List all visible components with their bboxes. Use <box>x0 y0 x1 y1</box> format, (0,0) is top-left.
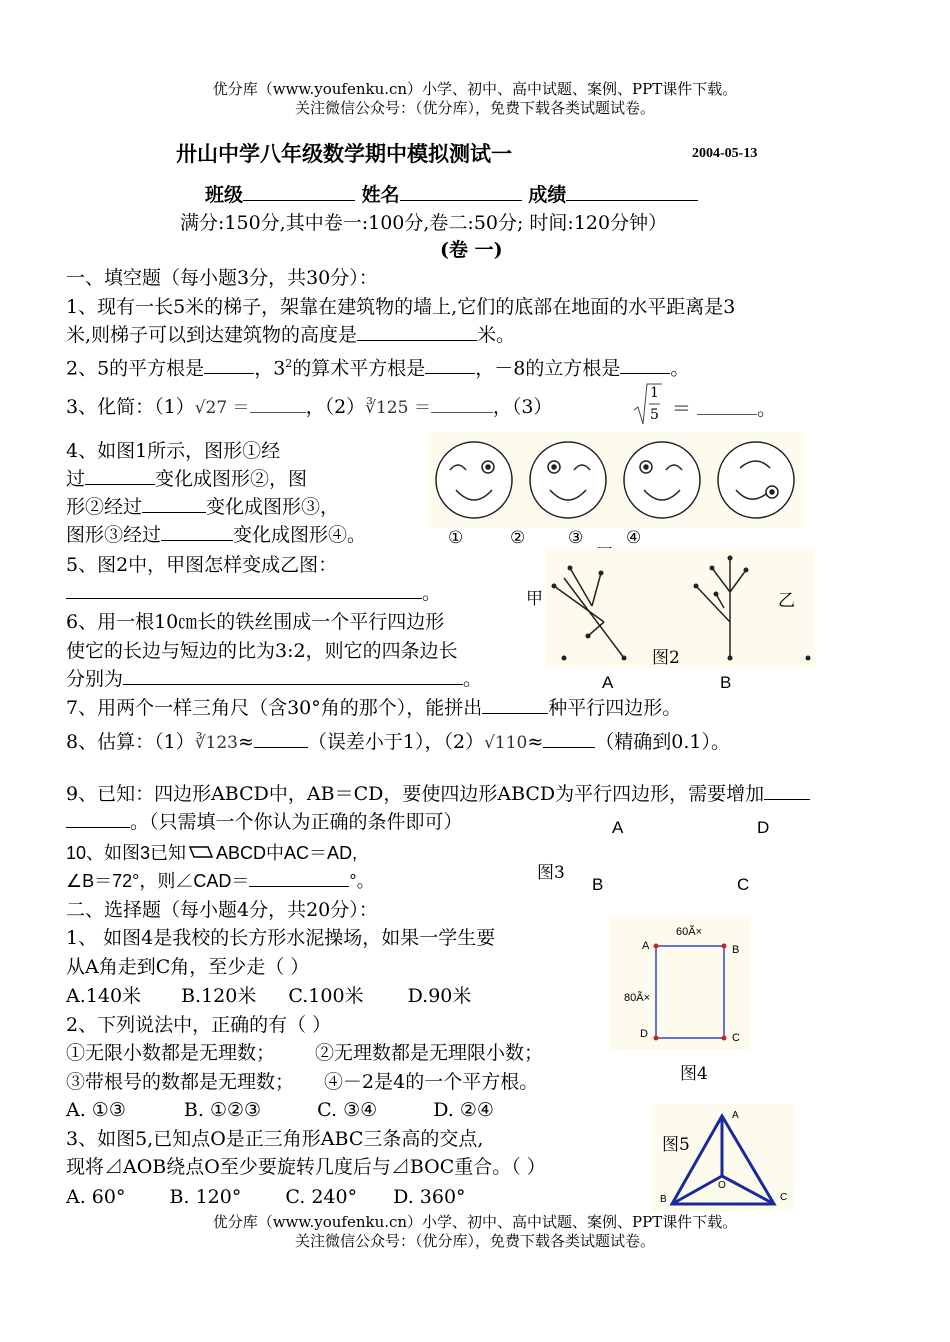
q6-line2: 使它的长边与短边的比为3:2，则它的四条边长 <box>66 640 458 662</box>
tree-jia-icon <box>554 568 624 658</box>
q2-line <box>66 351 689 381</box>
fig5-label-o: O <box>718 1180 726 1191</box>
figure-2 <box>546 548 814 668</box>
header-line-2: 关注微信公众号：（优分库），免费下载各类试题试卷。 <box>294 99 655 117</box>
q6-end: 。 <box>463 668 483 690</box>
fig4-label-d: D <box>640 1028 648 1040</box>
q4-blank-1[interactable] <box>85 466 155 485</box>
header-line-1: 优分库（www.youfenku.cn）小学、初中、高中试题、案例、PPT课件下载。 <box>212 80 738 98</box>
fig1-label-4: ④ <box>626 528 642 548</box>
fig4-label-c: C <box>732 1032 740 1044</box>
q5-blank[interactable] <box>66 580 422 599</box>
face-2-icon <box>530 442 606 518</box>
c3-line2: 现将⊿AOB绕点O至少要旋转几度后与⊿BOC重合。（ ） <box>66 1156 546 1178</box>
score-line: 满分:150分,其中卷一:100分,卷二:50分; 时间:120分钟） <box>180 212 668 234</box>
fraction-denominator: 5 <box>650 407 659 423</box>
c2-statement-4: ④－2是4的一个平方根。 <box>324 1071 539 1093</box>
q3-blank-1[interactable] <box>250 394 306 413</box>
q1-text: 米,则梯子可以到达建筑物的高度是 <box>66 324 358 346</box>
fig5-caption: 图5 <box>662 1135 690 1155</box>
name-label: 姓名 <box>361 184 400 206</box>
q1-unit: 米。 <box>477 324 516 346</box>
q4-line3 <box>66 494 339 520</box>
info-line <box>205 180 698 207</box>
q3-sqrt-fraction <box>632 380 662 426</box>
fig3-label-a: A <box>612 818 624 837</box>
q10-text-3: ∠B＝72°，则∠CAD＝ <box>66 871 250 891</box>
q4-blank-2[interactable] <box>142 494 206 513</box>
q8-text-2: （误差小于1），（2） <box>307 731 485 753</box>
figure-4 <box>610 916 750 1050</box>
score-label: 成绩 <box>528 184 567 206</box>
footer-line-2: 关注微信公众号：（优分库），免费下载各类试题试卷。 <box>294 1232 655 1250</box>
q7-text-1: 7、用两个一样三角尺（含30°角的那个），能拼出 <box>66 697 483 719</box>
fig1-label-1: ① <box>448 528 464 548</box>
c2-options <box>66 1097 494 1123</box>
volume-title: (卷 一) <box>440 239 503 261</box>
exam-date: 2004-05-13 <box>692 146 758 161</box>
q5-end: 。 <box>422 582 442 604</box>
c2-option-d[interactable]: D. ②④ <box>433 1099 494 1121</box>
q4-text-4: 变化成图形③， <box>206 496 340 518</box>
page-title: 卅山中学八年级数学期中模拟测试一 <box>176 142 512 166</box>
c1-line2: 从A角走到C角，至少走（ ） <box>66 956 310 978</box>
q7-line <box>66 695 681 721</box>
figure-5 <box>652 1104 794 1212</box>
parallelogram-icon <box>188 845 214 859</box>
fig4-caption: 图4 <box>680 1064 708 1084</box>
c1-line1: 1、 如图4是我校的长方形水泥操场，如果一学生要 <box>66 927 496 949</box>
q9-text-1: 9、已知：四边形ABCD中，AB＝CD，要使四边形ABCD为平行四边形，需要增加 <box>66 783 765 805</box>
q5-line2 <box>66 580 441 606</box>
q2-text-3: 的算术平方根是 <box>292 357 426 380</box>
q1-line2 <box>66 322 515 348</box>
c3-option-d[interactable]: D. 360° <box>393 1186 466 1208</box>
c3-line1: 3、如图5,已知点O是正三角形ABC三条高的交点, <box>66 1128 484 1150</box>
q10-blank[interactable] <box>249 868 349 887</box>
section1-heading: 一、填空题（每小题3分，共30分）： <box>66 267 378 289</box>
q8-expr-2: √110 <box>484 733 528 753</box>
fig3-caption: 图3 <box>537 863 565 883</box>
c1-option-c[interactable]: C.100米 <box>288 985 364 1007</box>
c2-statement-1: ①无限小数都是无理数； <box>66 1042 276 1064</box>
q3-tail <box>672 394 776 421</box>
q6-blank[interactable] <box>123 666 463 685</box>
c2-option-a[interactable]: A. ①③ <box>66 1099 126 1121</box>
face-1-icon <box>436 442 512 518</box>
fraction-numerator: 1 <box>650 385 659 401</box>
q3-text-3: ，（3） <box>492 396 553 418</box>
q3-equals: ＝ <box>672 398 692 420</box>
score-field[interactable] <box>566 182 698 201</box>
trees-illustration <box>546 548 814 668</box>
q2-text-4: ，－8的立方根是 <box>475 357 621 380</box>
fig4-label-a: A <box>642 940 650 952</box>
fig5-label-b: B <box>660 1194 667 1205</box>
q9-line1 <box>66 781 810 807</box>
fig2-caption: 图2 <box>652 648 680 668</box>
c1-options <box>66 983 471 1009</box>
c2-statement-2: ②无理数都是无理限小数； <box>315 1042 544 1064</box>
q9-line2 <box>66 809 463 835</box>
fig3-label-c: C <box>737 875 750 894</box>
fig2-label-a: A <box>602 673 614 692</box>
q3-blank-3[interactable] <box>697 396 757 415</box>
q1-blank[interactable] <box>357 322 477 341</box>
q4-text-5: 图形③经过 <box>66 524 162 546</box>
q10-line1 <box>66 840 357 866</box>
fig1-label-2: ② <box>510 528 526 548</box>
q3-line <box>66 394 552 421</box>
fig4-top-length: 60Ã× <box>676 926 702 938</box>
c1-option-d[interactable]: D.90米 <box>407 985 472 1007</box>
fig3-label-d: D <box>757 818 770 837</box>
footer-line-1: 优分库（www.youfenku.cn）小学、初中、高中试题、案例、PPT课件下载。 <box>212 1213 738 1231</box>
fig2-label-jia: 甲 <box>526 589 543 609</box>
q8-approx-2: ≈ <box>527 731 544 753</box>
q4-text-3: 形②经过 <box>66 496 143 518</box>
q8-expr-1: ∛123 <box>194 733 238 753</box>
q3-expr-2: ∛125 ＝ <box>365 398 431 418</box>
triangle-illustration <box>652 1104 794 1212</box>
q8-text-1: 8、估算：（1） <box>66 731 195 753</box>
c3-option-a[interactable]: A. 60° <box>66 1186 126 1208</box>
q2-blank-3[interactable] <box>620 355 670 374</box>
name-field[interactable] <box>400 182 522 201</box>
q4-text-6: 变化成图形④。 <box>233 524 367 546</box>
q2-exponent: 2 <box>285 357 293 370</box>
q4-line4 <box>66 522 366 548</box>
tree-yi-icon <box>696 558 746 658</box>
q10-text-2: ABCD中AC＝AD, <box>216 843 358 863</box>
c2-statements-1 <box>66 1040 543 1066</box>
q10-text-1: 10、如图3已知 <box>66 843 187 863</box>
q10-end: °。 <box>349 871 375 891</box>
face-4-icon <box>718 442 794 518</box>
q6-text: 分别为 <box>66 668 124 690</box>
q3-end: 。 <box>757 398 777 420</box>
q6-line3 <box>66 666 482 692</box>
fig2-label-yi: 乙 <box>778 591 795 611</box>
q9-blank-2[interactable] <box>66 809 130 828</box>
q3-text-2: ，（2） <box>305 396 366 418</box>
class-label: 班级 <box>205 184 244 206</box>
q2-blank-1[interactable] <box>204 355 254 374</box>
q3-blank-2[interactable] <box>431 394 493 413</box>
c1-option-a[interactable]: A.140米 <box>66 985 142 1007</box>
q4-text-1: 过 <box>66 468 86 490</box>
q1-line1: 1、现有一长5米的梯子，架靠在建筑物的墙上,它们的底部在地面的水平距离是3 <box>66 296 736 318</box>
q4-line2 <box>66 466 307 492</box>
q8-line <box>66 726 730 756</box>
fig1-label-3: ③ <box>568 528 584 548</box>
c3-option-b[interactable]: B. 120° <box>169 1186 242 1208</box>
q7-text-2: 种平行四边形。 <box>548 697 682 719</box>
q2-text-1: 2、5的平方根是 <box>66 357 205 380</box>
c3-options <box>66 1184 466 1210</box>
c2-option-c[interactable]: C. ③④ <box>317 1099 378 1121</box>
fig2-label-b: B <box>720 673 732 692</box>
c2-stem: 2、下列说法中，正确的有（ ） <box>66 1014 332 1036</box>
q9-blank-1[interactable] <box>764 781 810 800</box>
q10-line2 <box>66 868 375 894</box>
q8-approx-1: ≈ <box>237 731 254 753</box>
q2-blank-2[interactable] <box>425 355 475 374</box>
fig5-label-a: A <box>732 1110 739 1121</box>
c3-option-c[interactable]: C. 240° <box>285 1186 358 1208</box>
c2-statements-2 <box>66 1069 538 1095</box>
q2-text-2: ，3 <box>254 357 286 380</box>
figure-1 <box>428 432 804 528</box>
q3-text-1: 3、化简：（1） <box>66 396 195 418</box>
q3-expr-1: √27 ＝ <box>194 398 250 418</box>
c2-statement-3: ③带根号的数都是无理数； <box>66 1071 295 1093</box>
c2-option-b[interactable]: B. ①②③ <box>183 1099 262 1121</box>
q4-line1: 4、如图1所示，图形①经 <box>66 440 281 462</box>
q8-text-3: （精确到0.1）。 <box>595 731 730 753</box>
q7-blank[interactable] <box>482 695 548 714</box>
fig4-label-b: B <box>732 944 740 956</box>
q4-blank-3[interactable] <box>161 522 233 541</box>
fig4-side-length: 80Ã× <box>624 992 650 1004</box>
q8-blank-1[interactable] <box>254 729 308 748</box>
faces-illustration <box>428 432 804 528</box>
face-3-icon <box>624 442 700 518</box>
q2-end: 。 <box>670 357 690 380</box>
q9-text-2: 。（只需填一个你认为正确的条件即可） <box>130 811 463 833</box>
q8-blank-2[interactable] <box>543 729 595 748</box>
c1-option-b[interactable]: B.120米 <box>181 985 257 1007</box>
class-field[interactable] <box>243 182 355 201</box>
q6-line1: 6、用一根10㎝长的铁丝围成一个平行四边形 <box>66 611 445 633</box>
fig3-label-b: B <box>592 875 604 894</box>
fig5-label-c: C <box>780 1192 788 1203</box>
section2-heading: 二、选择题（每小题4分，共20分）： <box>66 899 378 921</box>
q5-line1: 5、图2中，甲图怎样变成乙图： <box>66 554 338 576</box>
q4-text-2: 变化成图形②，图 <box>155 468 308 490</box>
